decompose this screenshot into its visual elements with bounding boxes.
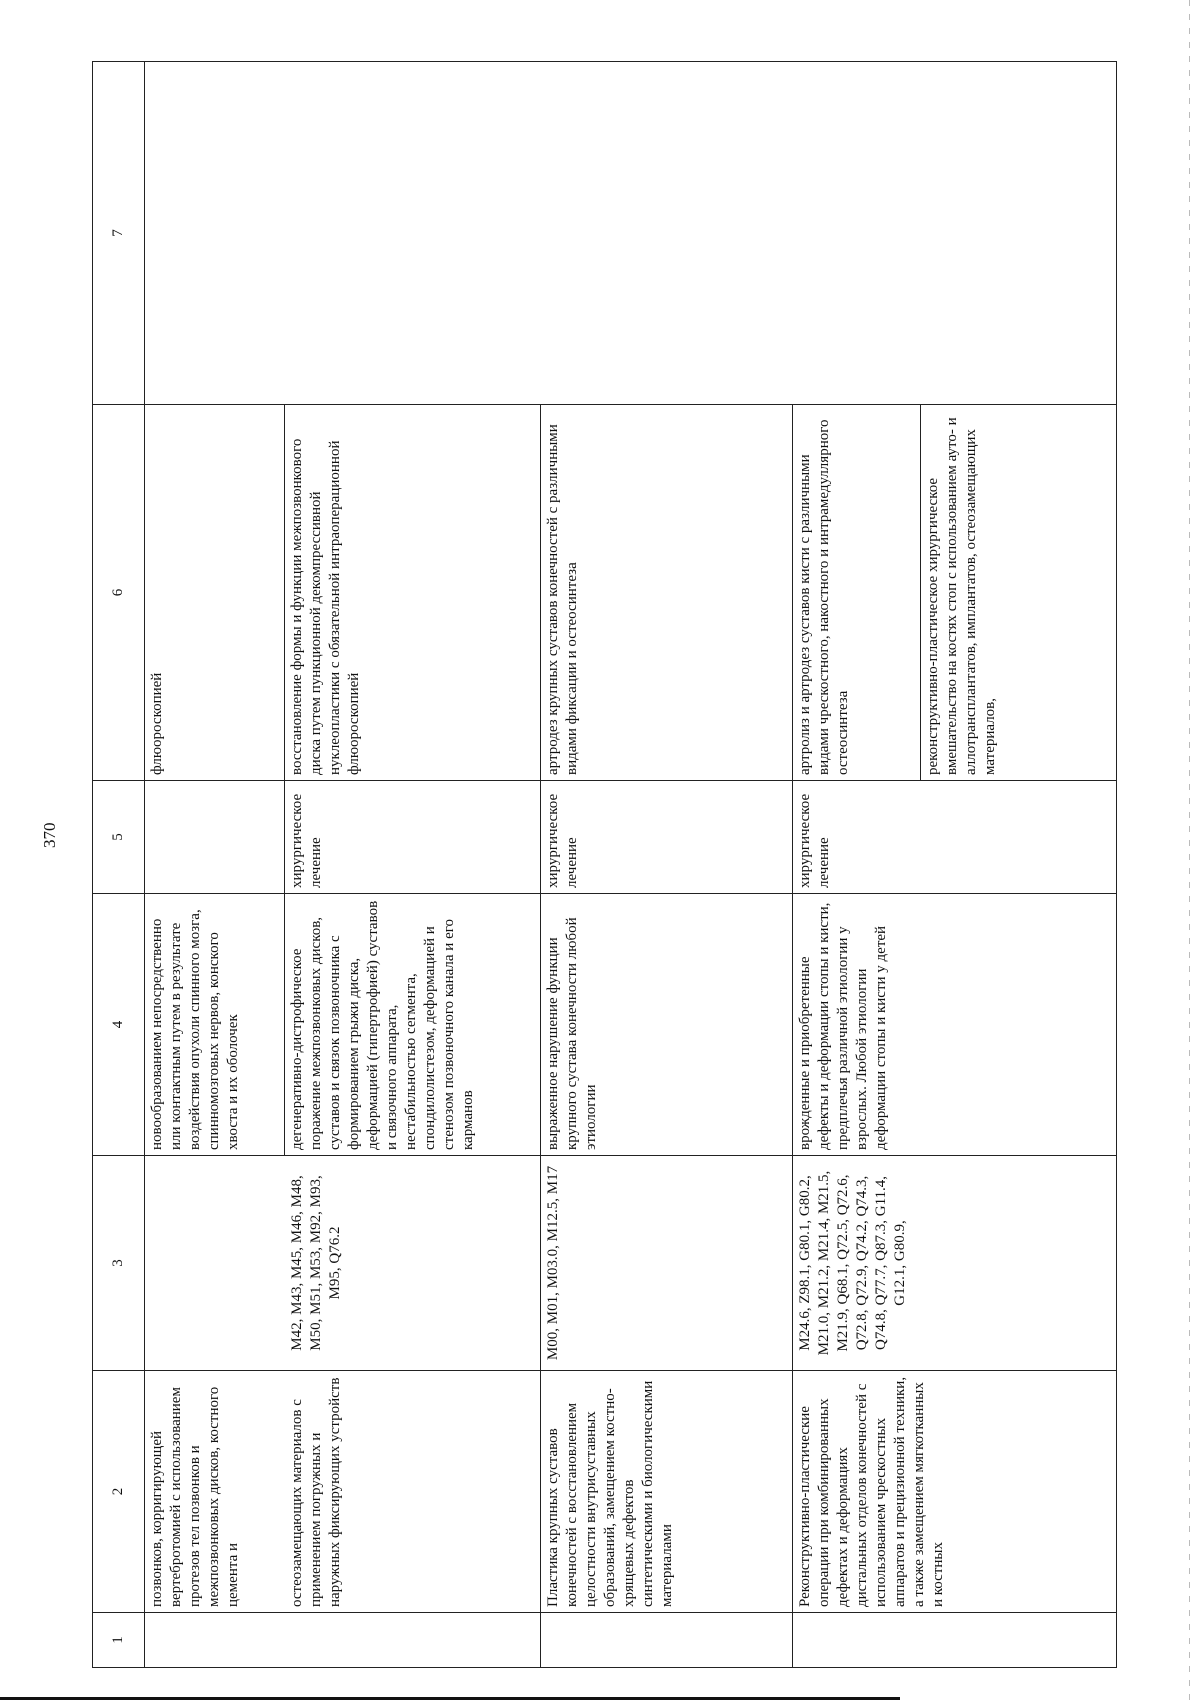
rotated-page (92, 62, 1116, 1668)
cell-condition: врожденные и приобретенные дефекты и деформации стопы и кисти, предплечья различной этиологии у взрослых. Любой этиологии деформации стопы и кисти у детей (793, 894, 1117, 1156)
cell-procedure (793, 405, 1117, 781)
cell-col1 (541, 1613, 793, 1668)
cell-condition: выраженное нарушение функции крупного сустава конечности любой этиологии (541, 894, 793, 1156)
cell-method: Пластика крупных суставов конечностей с восстановлением целостности внутрисуставных образований, замещением костно-хрящевых дефектов синтетическими и биологическими материалами (541, 1371, 793, 1613)
sub-procedure: артролиз и артродез суставов кисти с различными видами чрескостного, накостного и интрамедуллярного остеосинтеза (793, 405, 921, 780)
scan-edge-dashes (1189, 0, 1190, 1701)
cell-col1 (285, 1613, 541, 1668)
cell-codes: M42, M43, M45, M46, M48, M50, M51, M53, M92, M93, M95, Q76.2 (285, 1156, 541, 1371)
cell-procedure: восстановление формы и функции межпозвонкового диска путем пункционной декомпрессивной нуклеопластики с обязательной интраоперационной флюороскопией (285, 405, 541, 781)
cell-treatment: хирургическое лечение (541, 781, 793, 894)
page-number: 370 (40, 822, 59, 848)
cell-condition: новообразованием непосредственно или контактным путем в результате воздействия опухоли спинного мозга, спинномозговых нервов, конского хвоста и их оболочек (145, 894, 285, 1156)
cell-procedure: флюороскопией (145, 405, 285, 781)
cell-treatment (145, 781, 285, 894)
header-col-5: 5 (93, 781, 145, 894)
header-col-1: 1 (93, 1613, 145, 1668)
cell-col1 (793, 1613, 1117, 1668)
cell-col7 (145, 62, 1117, 405)
cell-codes: M00, M01, M03.0, M12.5, M17 (541, 1156, 793, 1371)
header-row (93, 62, 145, 1668)
cell-treatment: хирургическое лечение (285, 781, 541, 894)
header-col-2: 2 (93, 1371, 145, 1613)
cell-treatment: хирургическое лечение (793, 781, 1117, 894)
header-col-6: 6 (93, 405, 145, 781)
table-row (145, 62, 285, 1668)
cell-method: остеозамещающих материалов с применением погружных и наружных фиксирующих устройств (285, 1371, 541, 1613)
cell-col1 (145, 1613, 285, 1668)
scan-edge-line (0, 1697, 900, 1700)
cell-procedure: артродез крупных суставов конечностей с различными видами фиксации и остеосинтеза (541, 405, 793, 781)
medical-procedures-table (92, 61, 1117, 1668)
cell-condition: дегенеративно-дистрофическое поражение межпозвонковых дисков, суставов и связок позвоночника с формированием грыжи диска, деформацией (гипертрофией) суставов и связочного аппарата, нестабильностью сегмента, спондилолистезом, деформацией и стенозом позвоночного канала и его карманов (285, 894, 541, 1156)
cell-method: Реконструктивно-пластические операции при комбинированных дефектах и деформациях дистальных отделов конечностей с использованием чрескостных аппаратов и прецизионной техники, а также замещением мягкотканных и костных (793, 1371, 1117, 1613)
header-col-7: 7 (93, 62, 145, 405)
cell-codes (145, 1156, 285, 1371)
header-col-4: 4 (93, 894, 145, 1156)
cell-codes: M24.6, Z98.1, G80.1, G80.2, M21.0, M21.2, M21.4, M21.5, M21.9, Q68.1, Q72.5, Q72.6, Q72.8, Q72.9, Q74.2, Q74.3, Q74.8, Q77.7, Q87.3, G11.4, G12.1, G80.9, (793, 1156, 1117, 1371)
cell-method: позвонков, корригирующей вертебротомией с использованием протезов тел позвонков и межпозвонковых дисков, костного цемента и (145, 1371, 285, 1613)
header-col-3: 3 (93, 1156, 145, 1371)
sub-procedure: реконструктивно-пластическое хирургическое вмешательство на костях стоп с использованием ауто- и аллотрансплантатов, имплантатов, остеозамещающих материалов, (925, 417, 998, 775)
